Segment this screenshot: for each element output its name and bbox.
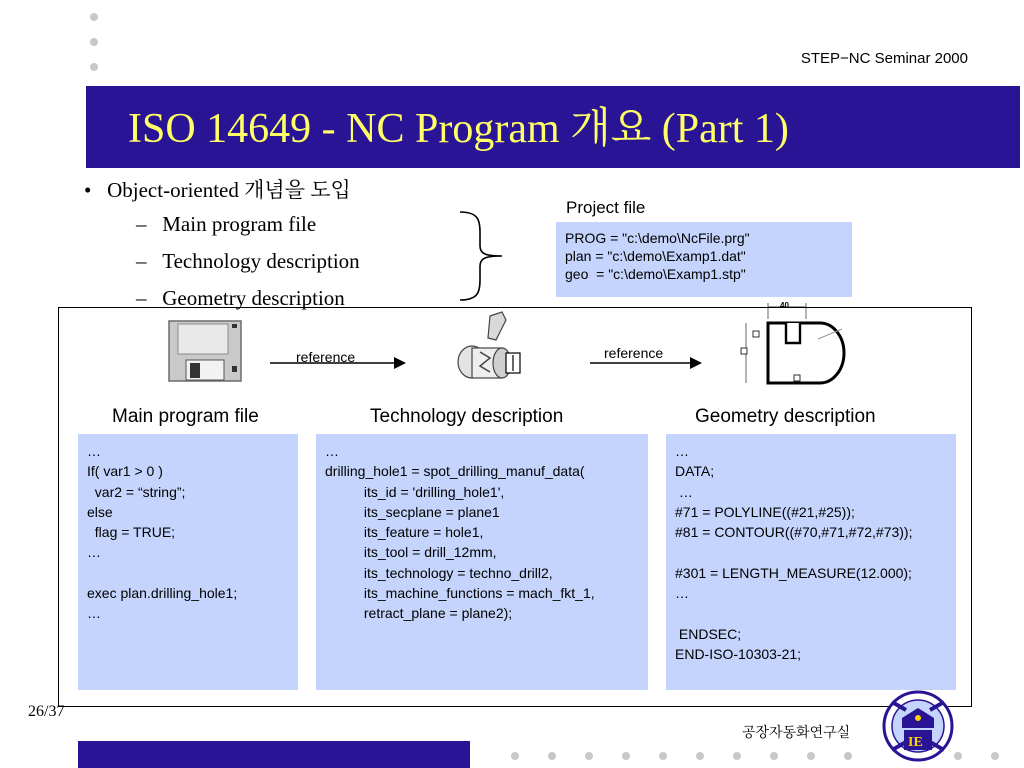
decor-dot [659,752,667,760]
lab-logo-icon [880,688,956,764]
geometry-code-box: … DATA; … #71 = POLYLINE((#21,#25)); #81 = CONTOUR((#70,#71,#72,#73)); #301 = LENGTH_MEASURE(12.000); … ENDSEC; END-ISO-10303-21; [666,434,956,690]
lab-name: 공장자동화연구실 [742,724,851,740]
technology-code-box: … drilling_hole1 = spot_drilling_manuf_data( its_id = 'drilling_hole1', its_secplane = plane1 its_feature = hole1, its_tool = drill_12mm, its_technology = techno_drill2, its_machine_functions = mach_fkt_1, retract_plane = plane2); [316,434,648,690]
decor-dot [511,752,519,760]
dash-marker: – [136,286,147,310]
bullet-text: Object-oriented 개념을 도입 [107,178,351,202]
bottom-accent-bar [78,741,470,768]
bullet-marker: • [84,178,92,202]
geometry-description-label: Geometry description [695,406,876,427]
slide-title: ISO 14649 - NC Program 개요 (Part 1) [128,106,789,152]
sub-bullet-technology [136,249,360,274]
decor-dot [548,752,556,760]
sub-bullet-text: Main program file [162,212,317,236]
right-brace-icon [458,210,508,302]
decor-dot [770,752,778,760]
sub-bullet-text: Geometry description [162,286,345,310]
main-program-code-box: … If( var1 > 0 ) var2 = “string”; else flag = TRUE; … exec plan.drilling_hole1; … [78,434,298,690]
bullet-object-oriented [84,174,351,204]
decor-dot [991,752,999,760]
dash-marker: – [136,212,147,236]
decor-dot [696,752,704,760]
part-drawing-icon [738,299,868,389]
decor-dot [622,752,630,760]
decor-dot [90,38,98,46]
decor-dot [90,63,98,71]
sub-bullet-text: Technology description [162,249,360,273]
drill-tool-icon [450,310,532,390]
seminar-label: STEP−NC Seminar 2000 [800,50,968,67]
decor-dot [733,752,741,760]
main-program-file-label: Main program file [112,406,259,427]
page-number: 26/37 [28,703,65,720]
floppy-disk-icon [168,320,242,382]
decor-dot [585,752,593,760]
dim-label-40: 40 [780,301,789,310]
technology-description-label: Technology description [370,406,564,427]
decor-dot [807,752,815,760]
decor-dot [844,752,852,760]
dash-marker: – [136,249,147,273]
reference-label-2: reference [604,345,664,361]
sub-bullet-main-program [136,212,316,237]
decor-dot [90,13,98,21]
project-file-label: Project file [566,198,646,217]
logo-letters: IE [908,735,923,750]
reference-label-1: reference [296,349,356,365]
project-file-box: PROG = "c:\demo\NcFile.prg" plan = "c:\demo\Examp1.dat" geo = "c:\demo\Examp1.stp" [556,222,852,297]
